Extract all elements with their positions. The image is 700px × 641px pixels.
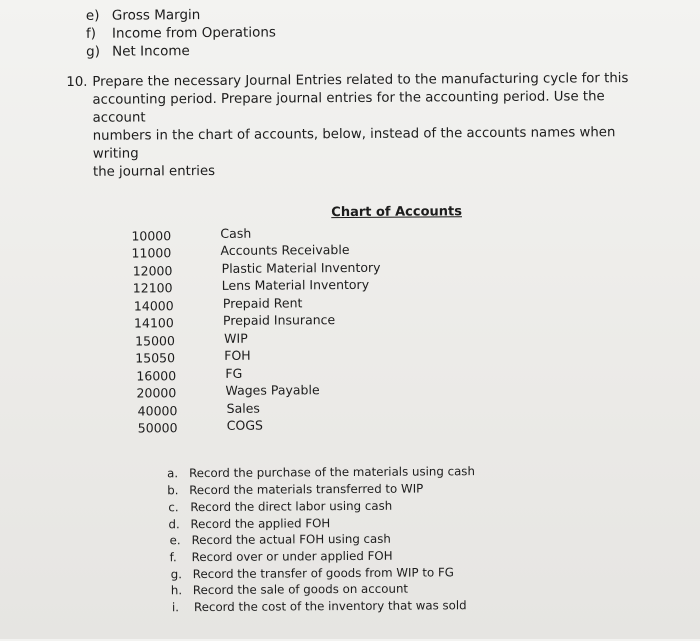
question-number: 10. [66, 74, 88, 90]
sub-item-label: d. [168, 517, 180, 532]
sub-item-label: g. [170, 567, 183, 582]
account-name: COGS [226, 417, 263, 433]
account-number: 11000 [131, 245, 172, 261]
list-item [86, 7, 201, 24]
account-number: 12000 [132, 263, 173, 279]
sub-item [172, 598, 467, 614]
question-10 [66, 70, 633, 182]
account-number: 10000 [131, 228, 172, 244]
list-item-label: e) [85, 7, 100, 24]
list-item-text: Gross Margin [111, 7, 201, 24]
question-text [92, 70, 633, 182]
list-item-text: Income from Operations [111, 24, 276, 42]
sub-item-label: a. [167, 466, 179, 481]
sub-item-label: h. [170, 583, 183, 598]
list-item [86, 25, 276, 42]
account-number: 14100 [133, 315, 174, 331]
account-name: Wages Payable [225, 382, 320, 398]
account-number: 14000 [133, 298, 174, 314]
account-number: 15000 [135, 333, 175, 349]
list-item-label: g) [86, 43, 101, 60]
account-number: 20000 [136, 385, 177, 401]
account-name: WIP [224, 330, 248, 346]
question-line: the journal entries [92, 163, 216, 180]
sub-item [168, 516, 330, 531]
sub-item-text: Record the sale of goods on account [192, 581, 409, 598]
account-name: Lens Material Inventory [221, 276, 370, 293]
sub-item-label: f. [169, 550, 177, 565]
account-name: FOH [224, 347, 251, 363]
sub-item [168, 499, 392, 515]
account-name: Prepaid Rent [222, 295, 303, 311]
account-name: Prepaid Insurance [222, 312, 336, 328]
account-number: 16000 [136, 368, 177, 384]
sub-item [171, 582, 408, 598]
question-line: Prepare the necessary Journal Entries related to the manufacturing cycle for this [92, 71, 629, 90]
sub-item-label: c. [168, 500, 179, 515]
list-item [86, 43, 190, 60]
account-number: 40000 [137, 403, 178, 419]
sub-item [171, 565, 454, 581]
sub-item [167, 464, 475, 480]
sub-item [169, 532, 390, 548]
sub-item [170, 549, 393, 565]
account-name: Accounts Receivable [220, 242, 350, 258]
sub-item-label: e. [169, 533, 181, 548]
sub-item-text: Record the direct labor using cash [190, 498, 393, 515]
sub-item-text: Record the purchase of the materials using cash [189, 464, 475, 481]
sub-item-text: Record over or under applied FOH [191, 548, 393, 565]
account-name: Plastic Material Inventory [221, 259, 381, 276]
account-name: FG [225, 365, 243, 381]
sub-item-label: b. [167, 483, 179, 498]
account-name: Sales [226, 400, 260, 416]
sub-item-text: Record the cost of the inventory that was sold [193, 598, 467, 615]
account-name: Cash [220, 225, 252, 241]
sub-item [167, 481, 423, 497]
account-number: 12100 [132, 280, 173, 296]
sub-item-label: i. [171, 600, 180, 615]
chart-of-accounts-title: Chart of Accounts [331, 204, 463, 221]
sub-item-text: Record the transfer of goods from WIP to FG [192, 565, 454, 582]
list-item-text: Net Income [112, 43, 190, 60]
sub-item-text: Record the materials transferred to WIP [189, 481, 424, 498]
account-number: 15050 [135, 350, 176, 366]
account-number: 50000 [137, 420, 178, 436]
question-line: numbers in the chart of accounts, below, instead of the accounts names when writing [92, 125, 616, 162]
sub-item-text: Record the actual FOH using cash [191, 531, 391, 548]
sub-item-text: Record the applied FOH [190, 516, 331, 532]
question-line: accounting period. Prepare journal entries for the accounting period. Use the account [92, 89, 605, 126]
list-item-label: f) [85, 25, 97, 42]
